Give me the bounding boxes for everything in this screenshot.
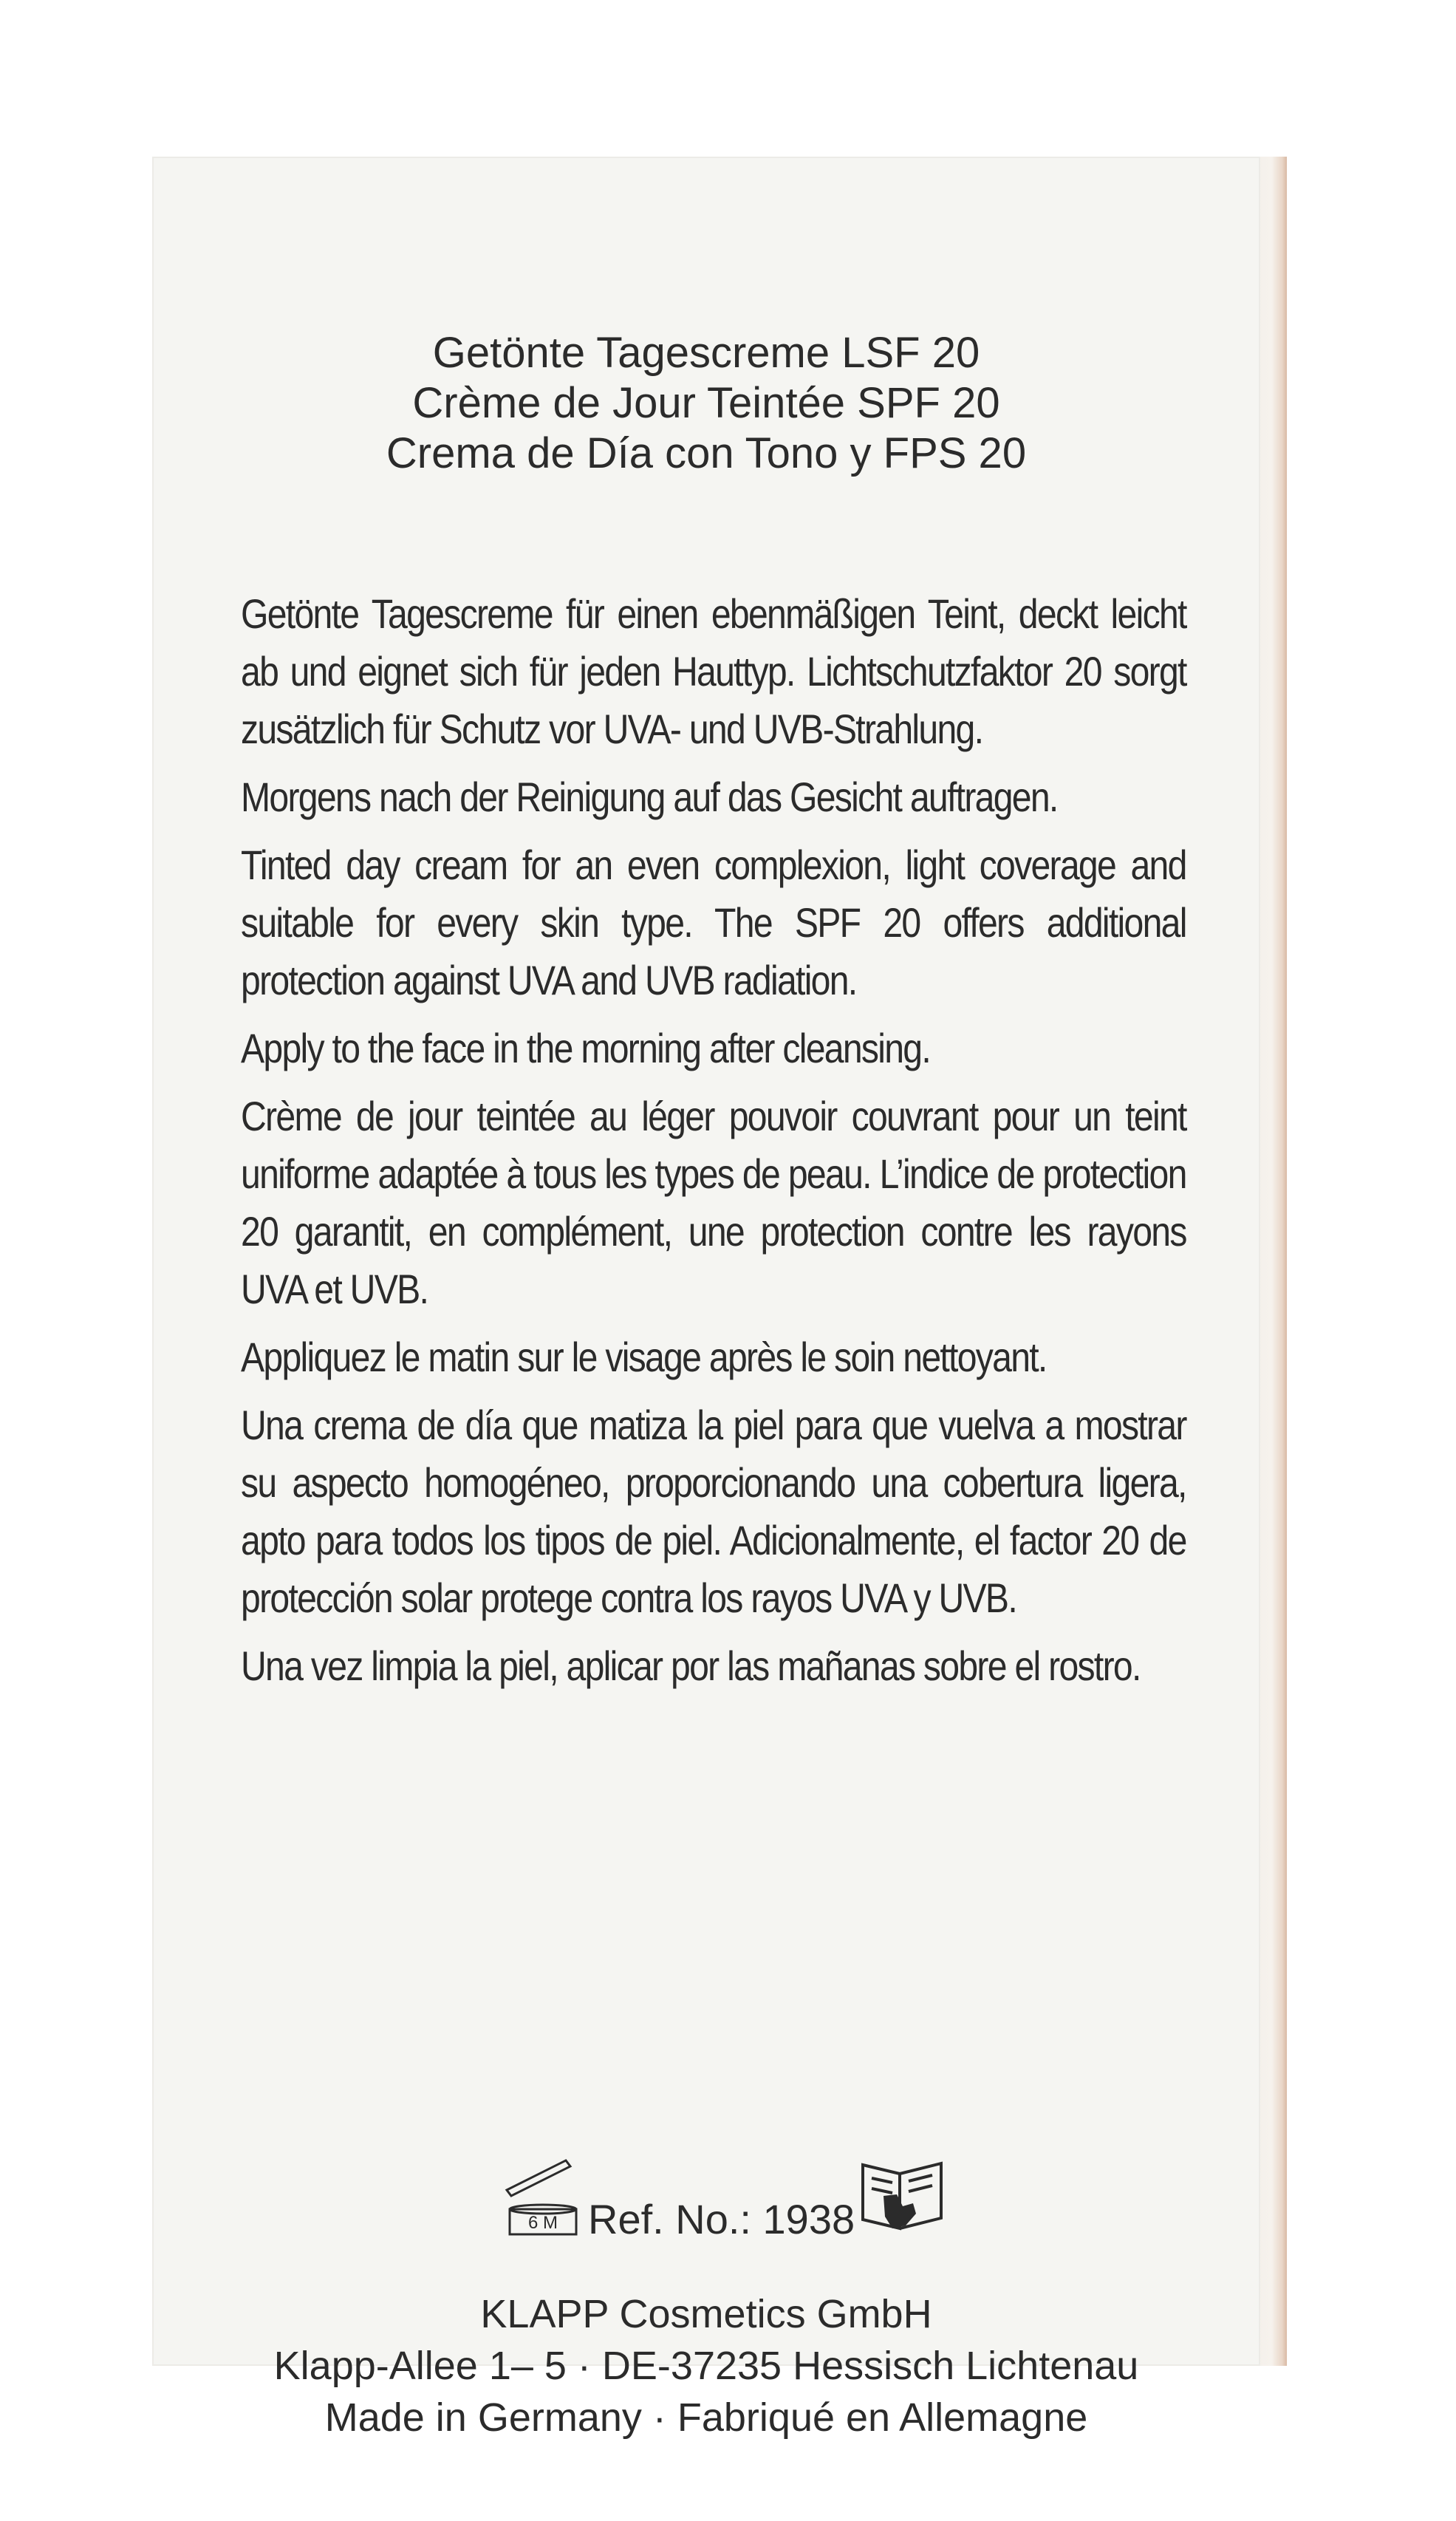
read-leaflet-icon bbox=[854, 2152, 950, 2240]
usage-fr: Appliquez le matin sur le visage après le soin nettoyant. bbox=[241, 1334, 1047, 1380]
company-name: KLAPP Cosmetics GmbH bbox=[480, 2292, 932, 2336]
usage-de: Morgens nach der Reinigung auf das Gesicht auftragen. bbox=[241, 774, 1058, 820]
product-titles bbox=[152, 328, 1260, 479]
description-es: Una crema de día que matiza la piel para que vuelva a mostrar su aspecto homogéneo, proporcionando una cobertura ligera, apto para todos los tipos de piel. Adicionalmente, el factor 20 de protección solar protege contra los rayos UVA y UVB. bbox=[241, 1402, 1186, 1621]
description-en: Tinted day cream for an even complexion, light coverage and suitable for every skin type. The SPF 20 offers additional protection against UVA and UVB radiation. bbox=[241, 842, 1186, 1003]
usage-en: Apply to the face in the morning after cleansing. bbox=[241, 1025, 931, 1071]
company-address: Klapp-Allee 1– 5 · DE-37235 Hessisch Lichtenau bbox=[273, 2344, 1139, 2388]
description-de: Getönte Tagescreme für einen ebenmäßigen Teint, deckt leicht ab und eignet sich für jeden Hauttyp. Lichtschutzfaktor 20 sorgt zusätzlich für Schutz vor UVA- und UVB-Strahlung. bbox=[241, 590, 1186, 752]
reference-number: Ref. No.: 1938 bbox=[588, 2196, 855, 2242]
description-fr: Crème de jour teintée au léger pouvoir couvrant pour un teint uniforme adaptée à tous les types de peau. L’indice de protection 20 garantit, en complément, une protection contre les rayons UVA et UVB. bbox=[241, 1093, 1186, 1312]
product-box-back-panel bbox=[152, 157, 1260, 2440]
symbols-row bbox=[499, 2152, 1164, 2255]
pao-label: 6 M bbox=[527, 2213, 558, 2233]
title-fr: Crème de Jour Teintée SPF 20 bbox=[412, 379, 1000, 427]
open-jar-icon bbox=[499, 2152, 603, 2240]
product-description bbox=[241, 585, 1186, 1705]
title-de: Getönte Tagescreme LSF 20 bbox=[432, 329, 980, 377]
title-es: Crema de Día con Tono y FPS 20 bbox=[386, 429, 1027, 477]
company-info bbox=[152, 2288, 1260, 2443]
company-origin: Made in Germany · Fabriqué en Allemagne bbox=[324, 2395, 1088, 2440]
usage-es: Una vez limpia la piel, aplicar por las mañanas sobre el rostro. bbox=[241, 1642, 1141, 1689]
